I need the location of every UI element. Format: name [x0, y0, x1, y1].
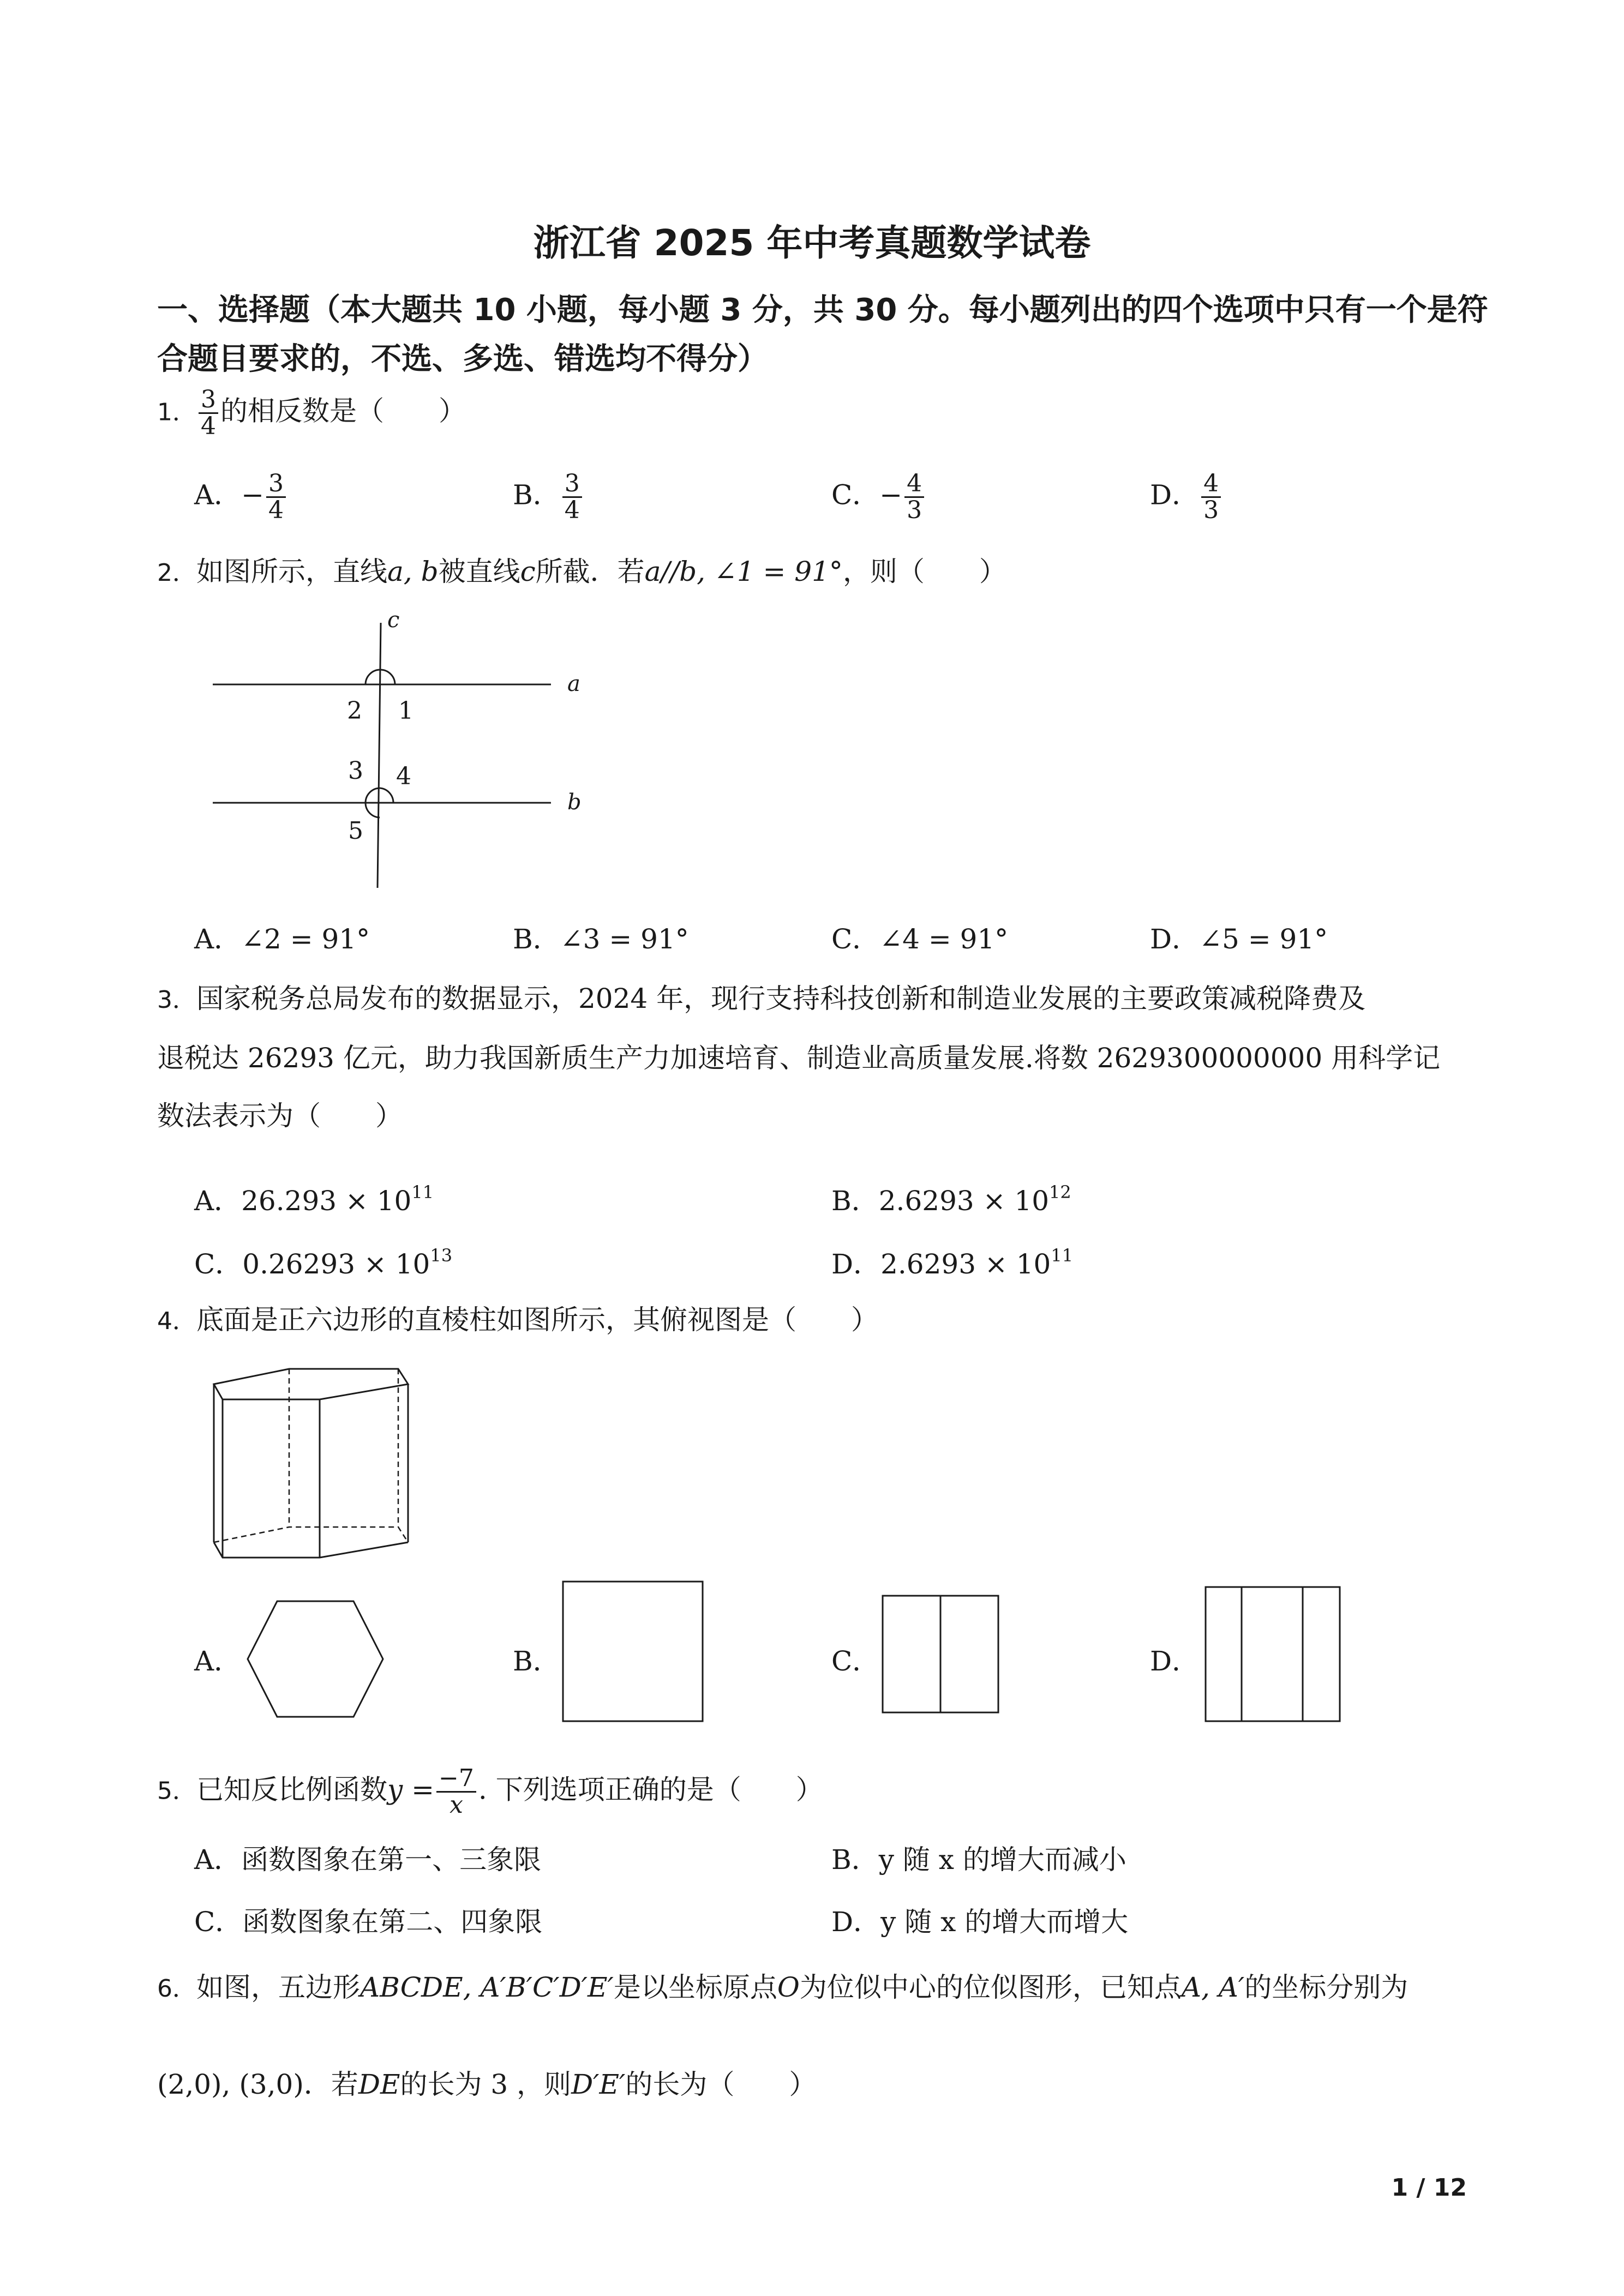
- section-heading: 一、选择题（本大题共 10 小题，每小题 3 分，共 30 分。每小题列出的四个选项中只有一个是符合题目要求的，不选、多选、错选均不得分）: [157, 292, 1488, 377]
- label-c: c: [387, 611, 400, 633]
- q1-option-c[interactable]: C．− $\frac{4}{3}$: [831, 471, 926, 523]
- q4-option-a-label[interactable]: A．: [194, 1645, 242, 1677]
- question-number: 1．: [157, 398, 196, 426]
- q3-option-c[interactable]: C．$0.26293 \times 10^{13}$: [194, 1245, 453, 1280]
- angle-label-5: 5: [348, 817, 363, 845]
- q5-option-a[interactable]: A．函数图象在第一、三象限: [194, 1844, 542, 1876]
- angle-label-1: 1: [398, 697, 414, 725]
- q4-option-a-hexagon[interactable]: [244, 1597, 386, 1722]
- q5-option-d[interactable]: D．y 随 x 的增大而增大: [831, 1906, 1129, 1938]
- q4-option-b-label[interactable]: B．: [513, 1645, 560, 1677]
- parallel-lines-figure: [207, 611, 600, 894]
- q4-option-d-rectangle[interactable]: [1204, 1586, 1342, 1723]
- angle-label-2: 2: [347, 697, 362, 725]
- q1-option-d[interactable]: D． $\frac{4}{3}$: [1150, 471, 1223, 523]
- q2-option-d[interactable]: D．∠5 = 91°: [1150, 923, 1328, 955]
- angle-label-3: 3: [348, 757, 363, 785]
- q1-option-a[interactable]: A．− $\frac{3}{4}$: [194, 471, 288, 523]
- page-title: 浙江省 2025 年中考真题数学试卷: [533, 222, 1091, 264]
- q3-option-a[interactable]: A．$26.293 \times 10^{11}$: [194, 1182, 434, 1217]
- q4-option-b-square[interactable]: [562, 1580, 705, 1723]
- question-3: 3．国家税务总局发布的数据显示，2024 年，现行支持科技创新和制造业发展的主要政策减税降费及 退税达 26293 亿元，助力我国新质生产力加速培育、制造业高质量发展.将数 2629300000000 用科学记 数法表示为（ ）: [157, 983, 1441, 1132]
- q5-option-b[interactable]: B．y 随 x 的增大而减小: [831, 1844, 1126, 1876]
- q4-option-d-label[interactable]: D．: [1150, 1645, 1200, 1677]
- angle-label-4: 4: [396, 762, 411, 790]
- question-2: 2．如图所示，直线a, b被直线c所截．若a//b, ∠1 = 91°，则（ ）: [157, 556, 1006, 587]
- q2-option-b[interactable]: B．∠3 = 91°: [513, 923, 689, 955]
- q2-option-a[interactable]: A．∠2 = 91°: [194, 923, 370, 955]
- q3-option-b[interactable]: B．$2.6293 \times 10^{12}$: [831, 1182, 1071, 1217]
- question-4: 4．底面是正六边形的直棱柱如图所示，其俯视图是（ ）: [157, 1304, 878, 1336]
- q5-option-c[interactable]: C．函数图象在第二、四象限: [194, 1906, 543, 1938]
- question-1: [157, 387, 466, 439]
- label-a: a: [567, 671, 580, 696]
- fraction: $\frac{3}{4}$: [199, 387, 218, 439]
- page-number: 1 / 12: [1391, 2174, 1467, 2202]
- q1-option-b[interactable]: B． $\frac{3}{4}$: [513, 471, 584, 523]
- q4-option-c-rectangle[interactable]: [882, 1595, 1000, 1715]
- hexagonal-prism-figure: [207, 1358, 415, 1565]
- question-6-cont: (2,0), (3,0)．若DE的长为 3 ，则D′E′的长为（ ）: [157, 2069, 817, 2100]
- question-text: 的相反数是（ ）: [220, 395, 466, 427]
- q4-option-c-label[interactable]: C．: [831, 1645, 880, 1677]
- question-6: 6．如图，五边形ABCDE, A′B′C′D′E′是以坐标原点O为位似中心的位似图形，已知点A, A′的坐标分别为: [157, 1972, 1409, 2003]
- label-b: b: [567, 790, 582, 815]
- q2-option-c[interactable]: C．∠4 = 91°: [831, 923, 1009, 955]
- question-5: 5．已知反比例函数y = $\frac{-7}{x}$ . 下列选项正确的是（ ）: [157, 1764, 823, 1819]
- q3-option-d[interactable]: D．$2.6293 \times 10^{11}$: [831, 1245, 1074, 1280]
